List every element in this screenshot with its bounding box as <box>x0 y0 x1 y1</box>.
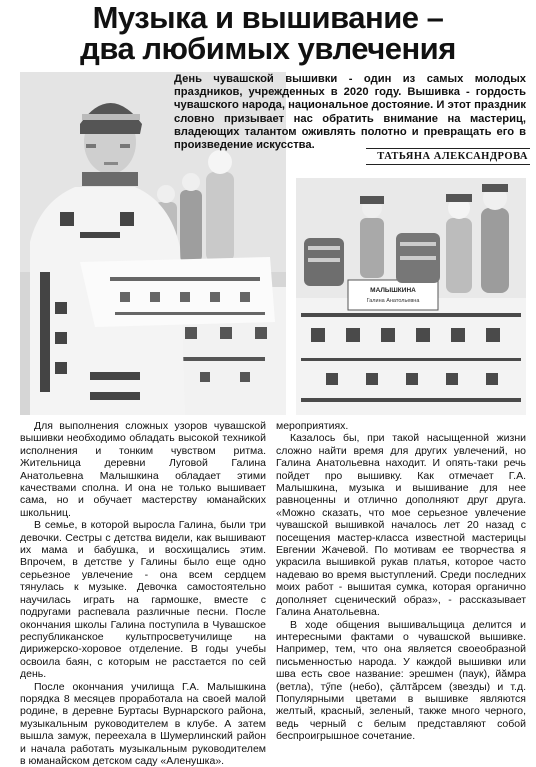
column2-paragraph: мероприятиях. <box>276 420 349 432</box>
headline-line-2: два любимых увлечения <box>80 31 456 66</box>
column1-paragraph: Для выполнения сложных узоров чувашской вышивки необходимо обладать высокой техникой исполнения и тонким чувством ритма. Жительница деревни Луговой Галина Анатольевна Малышкина обладает этими качествами сполна. И она не только вышивает сама, но и обучает мастерству юманайских школьниц. <box>20 420 266 519</box>
photo-dolls-embroidery <box>296 178 526 415</box>
article-column-1 <box>20 420 266 767</box>
column2-paragraph: В ходе общения вышивальщица делится и интересными фактами о чувашской вышивке. Например, тем, что она является своеобразной письменностью народа. У каждой вышивки или шва есть свое название: эрешмен (паук), йăмра (ветла), тӳпе (небо), çăлтăрсем (звезды) и т.д. Популярными цветами в вышивке являются желтый, красный, зеленый, также много черного, ведь черный с белым представляют собой беспроигрышное сочетание. <box>276 618 526 743</box>
name-plate-line-1: МАЛЫШКИНА <box>370 287 416 294</box>
article-headline <box>0 2 536 64</box>
article-column-2 <box>276 420 526 743</box>
column1-paragraph: В семье, в которой выросла Галина, были три девочки. Сестры с детства видели, как вышивают их мама и бабушка, и восхищались этим. Впрочем, в детстве у Галины было еще одно серьезное увлечение - она всем сердцем тянулась к музыке. Девочка самостоятельно научилась играть на гармошке, вместе с подругами распевала различные песни. После окончания школы Галина поступила в Чувашское республиканское культпросветучилище на дирижерско-хоровое отделение. В годы учебы освоила баян, с которым не расстается по сей день. <box>20 519 266 681</box>
name-plate-line-2: Галина Анатольевна <box>366 298 420 304</box>
column1-paragraph: После окончания училища Г.А. Малышкина порядка 8 месяцев проработала на своей малой родине, в деревне Буртасы Вурнарского района, музыкальным руководителем в клубе. А затем вышла замуж, переехала в Шумерлинский район и начала работать музыкальным руководителем в юманайском детском саду «Аленушка». <box>20 680 266 767</box>
headline-line-1: Музыка и вышивание – <box>92 0 444 35</box>
article-lead: День чувашской вышивки - один из самых молодых праздников, учрежденных в 2020 году. Вышивка - гордость чувашского народа, национальное достояние. И этот праздник словно призывает нас обратить внимание на мастериц, владеющих талантом оживлять полотно и превращать его в произведение искусства. <box>174 73 526 152</box>
column2-paragraph: Казалось бы, при такой насыщенной жизни сложно найти время для других увлечений, но Галина Анатольевна находит. И опять-таки речь пойдет про вышивку. Как отмечает Г.А. Малышкина, музыка и вышивание для нее равноценны и отлично дополняют друг друга. «Можно сказать, что мое серьезное увлечение чувашской вышивкой началось лет 20 назад с посещения мастер-класса известной мастерицы Евгении Жачевой. По мотивам ее творчества я украсила вышивкой рукав платья, которое часто надеваю во время выступлений. Среди последних моих работ - вышитая сумка, которая органично дополняет сценический образ», - рассказывает Галина Анатольевна. <box>276 432 526 619</box>
article-author: ТАТЬЯНА АЛЕКСАНДРОВА <box>366 148 530 165</box>
